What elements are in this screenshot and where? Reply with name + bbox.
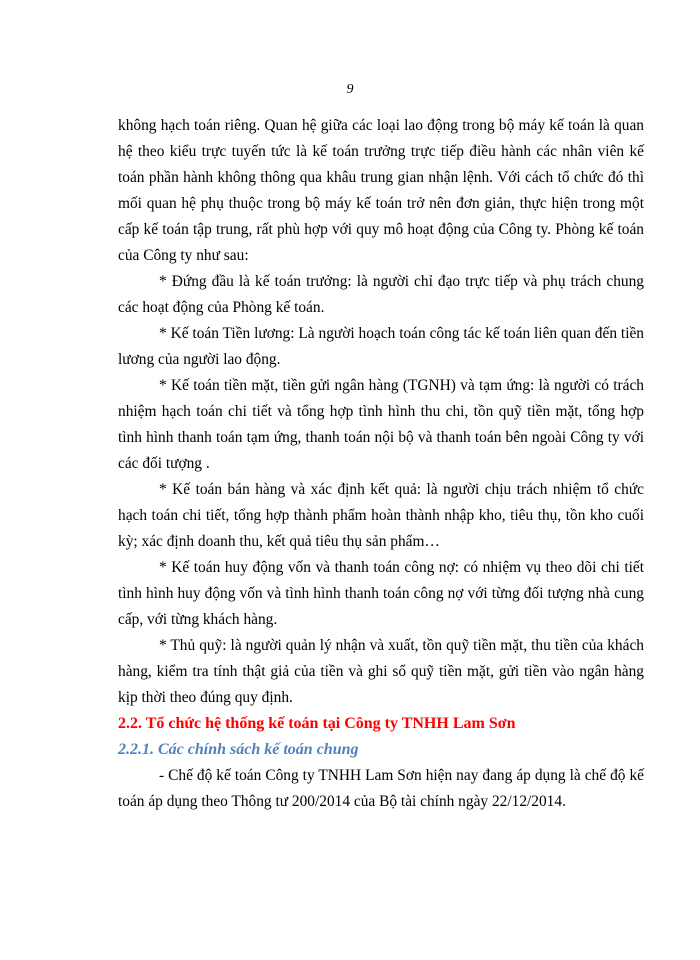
paragraph-accounting-regime: - Chế độ kế toán Công ty TNHH Lam Sơn hiện nay đang áp dụng là chế độ kế toán áp dụng theo Thông tư 200/2014 của Bộ tài chính ngày 22/12/2014. <box>118 767 644 810</box>
paragraph-continuation: không hạch toán riêng. Quan hệ giữa các loại lao động trong bộ máy kế toán là quan hệ theo kiểu trực tuyến tức là kế toán trưởng trực tiếp điều hành các nhân viên kế toán phần hành không thông qua khâu trung gian nhận lệnh. Với cách tổ chức đó thì mối quan hệ phụ thuộc trong bộ máy kế toán trở nên đơn giản, thực hiện trong một cấp kế toán tập trung, rất phù hợp với quy mô hoạt động của Công ty. Phòng kế toán của Công ty như sau: <box>118 117 644 264</box>
paragraph-payroll-accountant: * Kế toán Tiền lương: Là người hoạch toán công tác kế toán liên quan đến tiền lương của người lao động. <box>118 325 644 368</box>
paragraph-sales-accountant: * Kế toán bán hàng và xác định kết quả: là người chịu trách nhiệm tổ chức hạch toán chi tiết, tổng hợp thành phẩm hoàn thành nhập kho, tiêu thụ, tồn kho cuối kỳ; xác định doanh thu, kết quả tiêu thụ sản phẩm… <box>118 481 644 550</box>
section-heading: 2.2. Tổ chức hệ thống kế toán tại Công ty TNHH Lam Sơn <box>118 715 516 732</box>
paragraph-chief-accountant: * Đứng đầu là kế toán trưởng: là người chỉ đạo trực tiếp và phụ trách chung các hoạt động của Phòng kế toán. <box>118 273 644 316</box>
body-text <box>118 113 644 815</box>
paragraph-treasurer: * Thủ quỹ: là người quản lý nhận và xuất, tồn quỹ tiền mặt, thu tiền của khách hàng, kiểm tra tính thật giả của tiền và ghi sổ quỹ tiền mặt, gửi tiền vào ngân hàng kịp thời theo đúng quy định. <box>118 637 644 706</box>
paragraph-cash-accountant: * Kế toán tiền mặt, tiền gửi ngân hàng (TGNH) và tạm ứng: là người có trách nhiệm hạch toán chi tiết và tổng hợp tình hình thu chi, tồn quỹ tiền mặt, tổng hợp tình hình thanh toán tạm ứng, thanh toán nội bộ và thanh toán bên ngoài Công ty với các đối tượng . <box>118 377 644 472</box>
paragraph-capital-accountant: * Kế toán huy động vốn và thanh toán công nợ: có nhiệm vụ theo dõi chi tiết tình hình huy động vốn và tình hình thanh toán công nợ với từng đối tượng nhà cung cấp, với từng khách hàng. <box>118 559 644 628</box>
subsection-heading: 2.2.1. Các chính sách kế toán chung <box>118 741 359 758</box>
page-number: 9 <box>346 82 354 97</box>
